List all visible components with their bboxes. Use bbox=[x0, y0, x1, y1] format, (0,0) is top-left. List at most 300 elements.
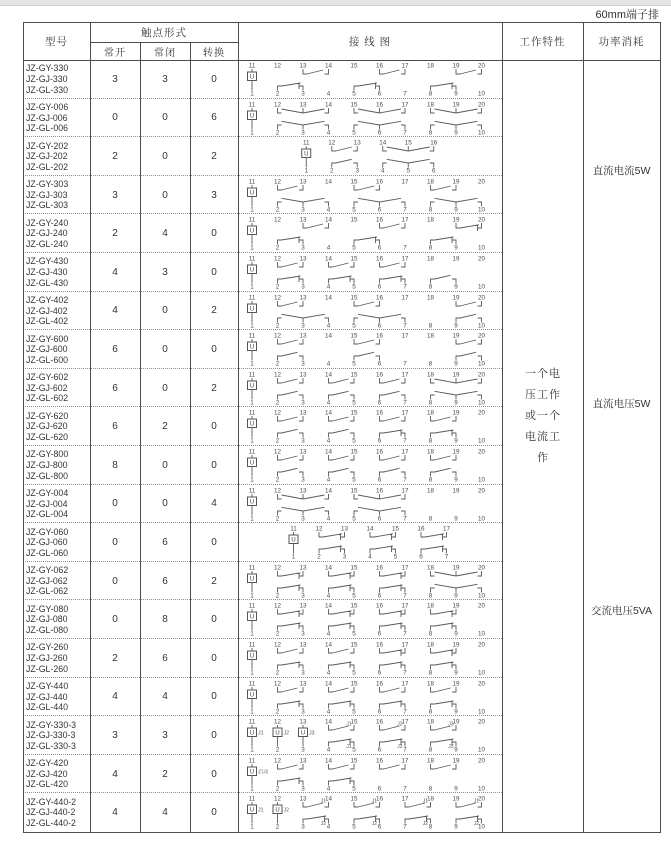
svg-text:14: 14 bbox=[324, 641, 333, 649]
svg-text:2: 2 bbox=[275, 206, 280, 214]
svg-text:5: 5 bbox=[352, 283, 356, 291]
svg-text:18: 18 bbox=[426, 255, 435, 263]
svg-text:18: 18 bbox=[426, 294, 435, 302]
svg-text:6: 6 bbox=[377, 669, 382, 677]
wiring-diagram-cell bbox=[238, 253, 502, 296]
co-count: 0 bbox=[211, 228, 217, 240]
svg-text:3: 3 bbox=[301, 322, 305, 330]
no-count: 0 bbox=[112, 536, 118, 548]
svg-text:4: 4 bbox=[326, 129, 331, 137]
svg-text:15: 15 bbox=[350, 487, 358, 495]
model-name: JZ-GL-303 bbox=[26, 200, 69, 211]
grid-line-vertical bbox=[502, 22, 503, 833]
nc-count: 0 bbox=[162, 305, 168, 317]
svg-text:8: 8 bbox=[428, 515, 433, 523]
wiring-diagram-cell bbox=[238, 639, 502, 682]
svg-text:1: 1 bbox=[250, 399, 254, 407]
svg-text:18: 18 bbox=[426, 62, 435, 70]
svg-text:13: 13 bbox=[299, 680, 307, 688]
svg-text:11: 11 bbox=[248, 332, 256, 340]
svg-text:11: 11 bbox=[248, 216, 256, 224]
svg-text:8: 8 bbox=[428, 206, 433, 214]
wiring-diagram-cell bbox=[238, 99, 502, 142]
wiring-diagram bbox=[238, 330, 502, 368]
svg-text:7: 7 bbox=[403, 669, 407, 677]
wiring-diagram-cell bbox=[238, 523, 502, 566]
wiring-diagram bbox=[238, 755, 502, 793]
wiring-diagram bbox=[238, 214, 502, 252]
svg-text:1: 1 bbox=[250, 90, 254, 98]
svg-text:1: 1 bbox=[250, 206, 254, 214]
svg-text:14: 14 bbox=[379, 139, 387, 147]
svg-text:2: 2 bbox=[275, 399, 280, 407]
svg-text:7: 7 bbox=[403, 244, 407, 252]
model-name: JZ-GY-240 bbox=[26, 217, 69, 228]
svg-text:2: 2 bbox=[275, 592, 280, 600]
co-count: 0 bbox=[211, 536, 217, 548]
svg-text:13: 13 bbox=[299, 332, 307, 340]
svg-text:J2: J2 bbox=[371, 821, 378, 828]
svg-text:20: 20 bbox=[477, 294, 486, 302]
svg-text:18: 18 bbox=[426, 564, 435, 572]
header-model: 型号 bbox=[45, 35, 68, 48]
working-characteristic-line: 压工作 bbox=[525, 389, 561, 401]
svg-text:15: 15 bbox=[350, 564, 358, 572]
no-count: 2 bbox=[112, 150, 118, 162]
table-row bbox=[23, 369, 660, 408]
working-characteristic-line: 电流工 bbox=[525, 431, 561, 443]
grid-line-horizontal bbox=[23, 832, 661, 833]
svg-text:13: 13 bbox=[299, 294, 307, 302]
model-name: JZ-GY-402 bbox=[26, 295, 69, 305]
model-name: JZ-GL-330 bbox=[26, 84, 69, 95]
svg-text:4: 4 bbox=[326, 360, 331, 368]
svg-text:2: 2 bbox=[275, 515, 280, 523]
svg-text:5: 5 bbox=[352, 90, 356, 98]
svg-text:15: 15 bbox=[350, 602, 358, 610]
svg-text:20: 20 bbox=[477, 718, 486, 726]
no-count: 4 bbox=[112, 691, 118, 703]
model-name: JZ-GJ-330-3 bbox=[26, 730, 76, 741]
svg-text:1: 1 bbox=[250, 708, 254, 716]
model-name: JZ-GL-060 bbox=[26, 547, 69, 558]
table-row bbox=[23, 137, 660, 176]
wiring-diagram-cell bbox=[238, 446, 502, 489]
co-count: 0 bbox=[211, 343, 217, 355]
working-characteristic-line: 作 bbox=[537, 452, 549, 464]
svg-text:1: 1 bbox=[250, 823, 254, 831]
svg-text:10: 10 bbox=[477, 746, 486, 754]
nc-count: 4 bbox=[162, 691, 168, 703]
svg-text:12: 12 bbox=[273, 178, 282, 186]
wiring-diagram-cell bbox=[238, 755, 502, 798]
svg-text:19: 19 bbox=[452, 332, 460, 340]
svg-text:15: 15 bbox=[350, 62, 358, 70]
model-name: JZ-GY-062 bbox=[26, 565, 69, 576]
svg-text:1: 1 bbox=[250, 785, 254, 793]
svg-text:12: 12 bbox=[273, 409, 282, 417]
svg-text:18: 18 bbox=[426, 757, 435, 765]
svg-text:7: 7 bbox=[403, 322, 407, 330]
model-name: JZ-GJ-800 bbox=[26, 460, 68, 470]
table-row bbox=[23, 99, 660, 138]
model-name: JZ-GL-600 bbox=[26, 354, 69, 365]
svg-text:7: 7 bbox=[403, 592, 407, 600]
table-row bbox=[23, 793, 660, 832]
svg-text:18: 18 bbox=[426, 332, 435, 340]
svg-text:17: 17 bbox=[401, 332, 409, 340]
svg-text:16: 16 bbox=[417, 525, 425, 533]
model-cell bbox=[26, 60, 68, 99]
svg-text:14: 14 bbox=[324, 602, 333, 610]
no-count: 4 bbox=[112, 266, 118, 278]
svg-text:13: 13 bbox=[340, 525, 349, 533]
svg-text:5: 5 bbox=[352, 592, 356, 600]
svg-text:15: 15 bbox=[350, 332, 358, 340]
svg-text:7: 7 bbox=[403, 708, 407, 716]
svg-text:5: 5 bbox=[352, 437, 356, 445]
svg-text:14: 14 bbox=[324, 718, 333, 726]
co-count: 4 bbox=[211, 498, 217, 510]
svg-text:19: 19 bbox=[452, 448, 460, 456]
wiring-diagram-cell bbox=[238, 716, 502, 759]
svg-text:4: 4 bbox=[326, 399, 331, 407]
svg-text:16: 16 bbox=[375, 757, 384, 765]
wiring-diagram bbox=[238, 600, 502, 638]
nc-count: 8 bbox=[162, 614, 168, 626]
svg-text:17: 17 bbox=[401, 757, 409, 765]
model-name: JZ-GY-420 bbox=[26, 758, 69, 769]
svg-text:9: 9 bbox=[454, 129, 458, 137]
model-name: JZ-GY-202 bbox=[26, 140, 69, 151]
svg-text:U: U bbox=[249, 499, 255, 506]
model-name: JZ-GL-402 bbox=[26, 316, 69, 327]
svg-text:8: 8 bbox=[428, 129, 433, 137]
no-count: 6 bbox=[112, 382, 118, 394]
table-row bbox=[23, 60, 660, 99]
svg-text:U: U bbox=[275, 808, 280, 815]
svg-text:17: 17 bbox=[401, 371, 409, 379]
nc-count: 0 bbox=[162, 112, 168, 124]
wiring-diagram bbox=[238, 292, 502, 330]
svg-text:14: 14 bbox=[324, 294, 333, 302]
svg-text:11: 11 bbox=[248, 178, 256, 186]
nc-count: 6 bbox=[162, 652, 168, 664]
svg-text:7: 7 bbox=[403, 437, 407, 445]
no-count: 2 bbox=[112, 228, 118, 240]
svg-text:14: 14 bbox=[324, 680, 333, 688]
svg-text:3: 3 bbox=[301, 785, 305, 793]
model-name: JZ-GJ-080 bbox=[26, 614, 68, 625]
model-name: JZ-GY-430 bbox=[26, 256, 69, 267]
svg-text:J3: J3 bbox=[309, 730, 315, 737]
svg-text:8: 8 bbox=[428, 785, 433, 793]
svg-text:20: 20 bbox=[477, 371, 486, 379]
no-count: 0 bbox=[112, 498, 118, 510]
model-cell bbox=[26, 678, 68, 717]
svg-text:U: U bbox=[249, 74, 255, 81]
svg-text:8: 8 bbox=[428, 708, 433, 716]
wiring-diagram bbox=[238, 60, 502, 98]
wiring-diagram bbox=[238, 253, 502, 291]
svg-text:3: 3 bbox=[301, 129, 305, 137]
svg-text:1: 1 bbox=[250, 669, 254, 677]
nc-count: 0 bbox=[162, 498, 168, 510]
svg-text:11: 11 bbox=[290, 525, 297, 533]
model-cell bbox=[26, 716, 76, 755]
svg-text:6: 6 bbox=[377, 437, 382, 445]
svg-text:7: 7 bbox=[403, 630, 407, 638]
svg-text:12: 12 bbox=[273, 680, 282, 688]
svg-text:5: 5 bbox=[352, 360, 356, 368]
svg-text:17: 17 bbox=[401, 680, 409, 688]
table-row bbox=[23, 407, 660, 446]
svg-text:14: 14 bbox=[324, 332, 333, 340]
svg-text:14: 14 bbox=[324, 487, 333, 495]
wiring-diagram-cell bbox=[238, 407, 502, 450]
svg-text:U: U bbox=[249, 113, 255, 120]
model-name: JZ-GL-062 bbox=[26, 586, 69, 597]
model-name: JZ-GJ-004 bbox=[26, 498, 68, 509]
power-consumption-label: 交流电压5VA bbox=[590, 605, 653, 617]
table-row bbox=[23, 214, 660, 253]
svg-text:20: 20 bbox=[477, 409, 486, 417]
svg-text:18: 18 bbox=[426, 602, 435, 610]
model-name: JZ-GJ-240 bbox=[26, 228, 68, 239]
wiring-diagram-cell bbox=[238, 292, 502, 335]
svg-text:10: 10 bbox=[477, 823, 486, 831]
model-name: JZ-GL-330-3 bbox=[26, 740, 76, 751]
svg-text:4: 4 bbox=[326, 476, 331, 484]
no-count: 0 bbox=[112, 575, 118, 587]
model-cell bbox=[26, 600, 68, 639]
working-characteristic-line: 或一个 bbox=[525, 410, 561, 422]
svg-text:15: 15 bbox=[350, 371, 358, 379]
svg-text:U: U bbox=[249, 692, 255, 699]
svg-text:1: 1 bbox=[250, 437, 254, 445]
svg-text:8: 8 bbox=[428, 244, 433, 252]
working-characteristic-line: 一个电 bbox=[525, 368, 561, 380]
svg-text:5: 5 bbox=[352, 708, 356, 716]
svg-text:2: 2 bbox=[329, 167, 334, 175]
svg-text:20: 20 bbox=[477, 795, 486, 803]
wiring-diagram-cell bbox=[238, 214, 502, 257]
svg-text:2: 2 bbox=[275, 322, 280, 330]
svg-text:10: 10 bbox=[477, 669, 486, 677]
wiring-diagram-cell bbox=[238, 485, 502, 528]
svg-text:19: 19 bbox=[452, 62, 460, 70]
svg-text:8: 8 bbox=[428, 823, 433, 831]
model-name: JZ-GL-420 bbox=[26, 779, 69, 790]
model-cell bbox=[26, 446, 68, 485]
model-cell bbox=[26, 176, 68, 215]
table-row bbox=[23, 176, 660, 215]
svg-text:14: 14 bbox=[324, 216, 333, 224]
model-cell bbox=[26, 214, 68, 253]
nc-count: 2 bbox=[162, 768, 168, 780]
grid-line-horizontal bbox=[23, 22, 661, 23]
svg-text:13: 13 bbox=[299, 564, 307, 572]
model-name: JZ-GJ-620 bbox=[26, 421, 68, 432]
table-row bbox=[23, 330, 660, 369]
svg-text:5: 5 bbox=[406, 167, 411, 175]
model-name: JZ-GY-620 bbox=[26, 410, 69, 421]
svg-text:12: 12 bbox=[273, 602, 282, 610]
model-name: JZ-GL-006 bbox=[26, 123, 69, 134]
svg-text:15: 15 bbox=[350, 101, 358, 109]
svg-text:6: 6 bbox=[377, 746, 382, 754]
svg-text:19: 19 bbox=[452, 101, 460, 109]
grid-line-vertical bbox=[660, 22, 661, 833]
svg-text:12: 12 bbox=[328, 139, 336, 147]
svg-text:5: 5 bbox=[352, 669, 356, 677]
model-name: JZ-GJ-202 bbox=[26, 151, 68, 162]
model-name: JZ-GL-004 bbox=[26, 509, 69, 520]
svg-text:7: 7 bbox=[403, 206, 407, 214]
svg-text:U: U bbox=[249, 576, 255, 583]
svg-text:14: 14 bbox=[324, 62, 333, 70]
svg-text:9: 9 bbox=[454, 360, 458, 368]
svg-text:12: 12 bbox=[273, 564, 282, 572]
svg-text:J1: J1 bbox=[473, 798, 480, 805]
svg-text:14: 14 bbox=[324, 371, 333, 379]
svg-text:J1: J1 bbox=[320, 798, 327, 805]
svg-text:17: 17 bbox=[401, 641, 409, 649]
svg-text:6: 6 bbox=[377, 206, 382, 214]
svg-text:6: 6 bbox=[377, 90, 382, 98]
svg-text:10: 10 bbox=[477, 592, 486, 600]
header-contact-form: 触点形式 bbox=[141, 26, 187, 39]
co-count: 0 bbox=[211, 652, 217, 664]
svg-text:11: 11 bbox=[248, 371, 256, 379]
no-count: 3 bbox=[112, 189, 118, 201]
svg-text:4: 4 bbox=[380, 167, 385, 175]
svg-text:20: 20 bbox=[477, 641, 486, 649]
svg-text:15: 15 bbox=[350, 680, 358, 688]
svg-text:J1: J1 bbox=[422, 798, 429, 805]
svg-text:12: 12 bbox=[273, 487, 282, 495]
svg-text:6: 6 bbox=[377, 515, 382, 523]
wiring-diagram-cell bbox=[238, 60, 502, 103]
model-cell bbox=[26, 137, 68, 176]
svg-text:1: 1 bbox=[304, 167, 309, 175]
svg-text:6: 6 bbox=[377, 630, 382, 638]
wiring-diagram-cell bbox=[238, 793, 502, 836]
svg-text:19: 19 bbox=[452, 294, 460, 302]
svg-text:U: U bbox=[249, 653, 255, 660]
wiring-diagram bbox=[238, 678, 502, 716]
model-name: JZ-GL-800 bbox=[26, 470, 69, 481]
wiring-diagram bbox=[238, 99, 502, 137]
svg-text:9: 9 bbox=[454, 823, 458, 831]
power-consumption-label: 直流电压5W bbox=[592, 398, 651, 410]
svg-text:7: 7 bbox=[403, 90, 407, 98]
svg-text:13: 13 bbox=[299, 178, 307, 186]
svg-text:16: 16 bbox=[375, 680, 384, 688]
no-count: 6 bbox=[112, 343, 118, 355]
svg-text:14: 14 bbox=[324, 564, 333, 572]
wiring-diagram bbox=[238, 176, 502, 214]
svg-text:8: 8 bbox=[428, 437, 433, 445]
wiring-diagram bbox=[238, 639, 502, 677]
svg-text:3: 3 bbox=[301, 669, 305, 677]
svg-text:6: 6 bbox=[377, 823, 382, 831]
svg-text:18: 18 bbox=[426, 487, 435, 495]
grid-line-vertical bbox=[190, 42, 191, 833]
svg-text:18: 18 bbox=[426, 216, 435, 224]
svg-text:3: 3 bbox=[301, 746, 305, 754]
svg-text:15: 15 bbox=[350, 216, 358, 224]
svg-text:8: 8 bbox=[428, 746, 433, 754]
model-name: JZ-GY-330-3 bbox=[26, 719, 77, 730]
svg-text:18: 18 bbox=[426, 680, 435, 688]
svg-text:4: 4 bbox=[326, 322, 331, 330]
model-name: JZ-GY-060 bbox=[26, 526, 69, 537]
svg-text:5: 5 bbox=[352, 129, 356, 137]
table-row bbox=[23, 292, 660, 331]
svg-text:2: 2 bbox=[317, 553, 321, 561]
svg-text:J3: J3 bbox=[448, 744, 454, 751]
svg-text:14: 14 bbox=[366, 525, 374, 533]
svg-text:U: U bbox=[249, 344, 255, 351]
svg-text:J1: J1 bbox=[258, 807, 264, 814]
svg-text:14: 14 bbox=[324, 409, 333, 417]
svg-text:16: 16 bbox=[375, 795, 384, 803]
svg-text:17: 17 bbox=[401, 409, 409, 417]
no-count: 4 bbox=[112, 768, 118, 780]
co-count: 0 bbox=[211, 421, 217, 433]
svg-text:6: 6 bbox=[377, 708, 382, 716]
svg-text:18: 18 bbox=[426, 371, 435, 379]
svg-text:8: 8 bbox=[428, 322, 433, 330]
svg-text:19: 19 bbox=[452, 178, 460, 186]
svg-text:9: 9 bbox=[454, 592, 458, 600]
svg-text:U: U bbox=[249, 229, 255, 236]
svg-text:2: 2 bbox=[275, 669, 280, 677]
svg-text:3: 3 bbox=[301, 592, 305, 600]
svg-text:20: 20 bbox=[477, 757, 486, 765]
svg-text:4: 4 bbox=[326, 283, 331, 291]
svg-text:15: 15 bbox=[350, 757, 358, 765]
svg-text:J2: J2 bbox=[320, 821, 327, 828]
svg-text:5: 5 bbox=[352, 515, 356, 523]
grid-line-vertical bbox=[140, 42, 141, 833]
svg-text:4: 4 bbox=[326, 90, 331, 98]
svg-text:17: 17 bbox=[401, 255, 409, 263]
svg-text:J1: J1 bbox=[371, 798, 378, 805]
svg-text:9: 9 bbox=[454, 437, 458, 445]
co-count: 0 bbox=[211, 729, 217, 741]
svg-text:7: 7 bbox=[403, 360, 407, 368]
svg-text:14: 14 bbox=[324, 255, 333, 263]
model-name: JZ-GJ-600 bbox=[26, 344, 68, 355]
svg-text:10: 10 bbox=[477, 322, 486, 330]
svg-text:J2: J2 bbox=[283, 807, 289, 814]
svg-text:8: 8 bbox=[428, 399, 433, 407]
svg-text:6: 6 bbox=[377, 785, 382, 793]
svg-text:1: 1 bbox=[250, 592, 254, 600]
model-cell bbox=[26, 793, 76, 832]
svg-text:12: 12 bbox=[273, 332, 282, 340]
svg-text:19: 19 bbox=[452, 641, 460, 649]
svg-text:U: U bbox=[249, 769, 255, 776]
svg-text:15: 15 bbox=[350, 795, 358, 803]
svg-text:9: 9 bbox=[454, 206, 458, 214]
wiring-diagram-cell bbox=[238, 600, 502, 643]
svg-text:U: U bbox=[291, 537, 296, 544]
header-changeover: 转换 bbox=[203, 47, 225, 59]
svg-text:2: 2 bbox=[275, 90, 280, 98]
